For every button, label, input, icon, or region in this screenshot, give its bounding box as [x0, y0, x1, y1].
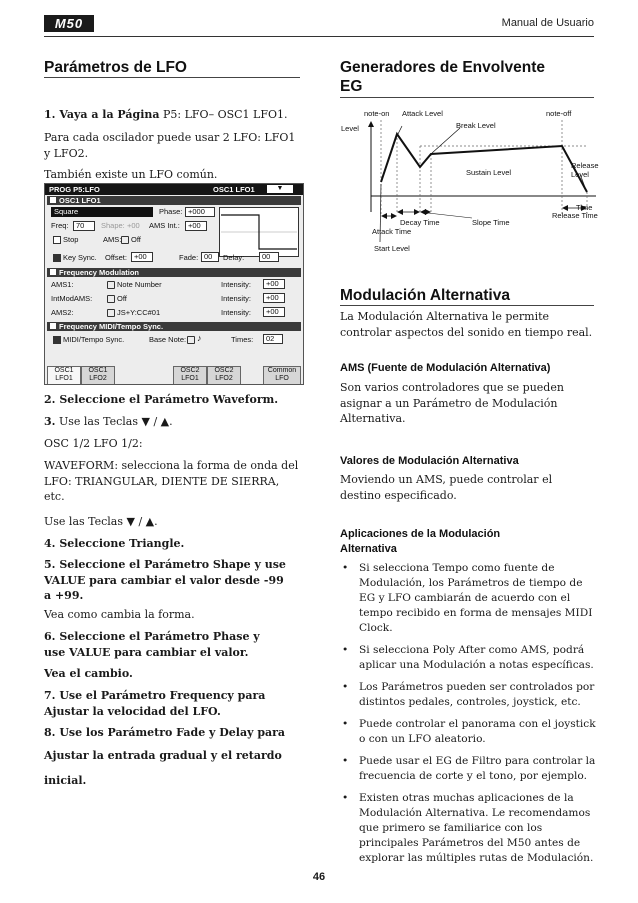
step-6: 6. Seleccione el Parámetro Phase y use VALUE para cambiar el valor.	[44, 630, 260, 659]
ams2-label: AMS2:	[51, 308, 74, 317]
tab-osc2-lfo1[interactable]: OSC2 LFO1	[173, 366, 207, 385]
screen-title: PROG P5:LFO	[49, 185, 100, 194]
intmod-source-icon	[107, 295, 115, 303]
offset-value[interactable]: +00	[131, 252, 153, 262]
lfo-heading: Parámetros de LFO	[44, 59, 187, 76]
key-sync-label: Key Sync.	[63, 253, 97, 262]
base-note-icon	[187, 336, 195, 344]
offset-label: Offset:	[105, 253, 127, 262]
values-paragraph: Moviendo un AMS, puede controlar el destino especificado.	[340, 473, 553, 502]
envelope-curve	[381, 134, 587, 192]
ams-paragraph: Son varios controladores que se pueden asignar a un Parámetro de Modulación Alternativa.	[340, 381, 564, 425]
eg-heading-rule	[340, 97, 594, 98]
mod-alt-heading: Modulación Alternativa	[340, 287, 510, 304]
intmod-ams-label: IntModAMS:	[51, 294, 93, 303]
midi-tempo-icon	[50, 323, 56, 329]
attack-level-label: Attack Level	[402, 109, 443, 118]
tab-osc2-lfo2[interactable]: OSC2 LFO2	[207, 366, 241, 385]
list-item: • Existen otras muchas aplicaciones de la Modulación Alternativa. Le recomendamos que primero se familiarice con los principales Parámetros del M50 antes de explorar las múltiples rutas de Modulación.	[340, 791, 598, 866]
release-time-label: Release Time	[552, 211, 598, 220]
ams2-source-icon	[107, 309, 115, 317]
freq-value[interactable]: 70	[73, 221, 95, 231]
screen-title-bar	[45, 184, 303, 195]
step-8-line-2: Ajustar la entrada gradual y el retardo	[44, 749, 282, 762]
release-level-label-1: Release	[571, 161, 599, 170]
sustain-level-label: Sustain Level	[466, 168, 512, 177]
waveform-description: WAVEFORM: selecciona la forma de onda del LFO: TRIANGULAR, DIENTE DE SIERRA, etc.	[44, 459, 299, 503]
applications-list	[340, 561, 598, 873]
page-number: 46	[312, 871, 326, 883]
midi-sync-label: MIDI/Tempo Sync.	[63, 335, 125, 344]
intensity-3-value[interactable]: +00	[263, 307, 285, 317]
header-rule	[44, 36, 594, 37]
base-note-label: Base Note:	[149, 335, 187, 344]
header-title: Manual de Usuario	[501, 17, 594, 29]
key-sync-checkbox[interactable]	[53, 254, 61, 262]
freq-mod-bar: Frequency Modulation	[47, 268, 301, 277]
ams2-value[interactable]: JS+Y:CC#01	[117, 308, 161, 317]
break-level-label: Break Level	[456, 121, 496, 130]
ams-int-value[interactable]: +00	[185, 221, 207, 231]
osc-lfo-line: OSC 1/2 LFO 1/2:	[44, 437, 143, 450]
intensity-2-label: Intensity:	[221, 294, 252, 303]
time-label: Time	[576, 203, 593, 212]
attack-level-leader	[398, 126, 402, 134]
envelope-diagram	[338, 104, 600, 260]
step-5: 5. Seleccione el Parámetro Shape y use VALUE para cambiar el valor desde -99 a +99.	[44, 558, 286, 602]
midi-sync-checkbox[interactable]	[53, 336, 61, 344]
m50-logo: M50	[44, 15, 94, 32]
stop-label: Stop	[63, 235, 79, 244]
tab-osc1-lfo1[interactable]: OSC1 LFO1	[47, 366, 81, 385]
slope-time-label: Slope Time	[472, 218, 510, 227]
release-level-label-2: Level	[571, 170, 589, 179]
step-1: 1. Vaya a la Página P5: LFO– OSC1 LFO1.	[44, 108, 288, 121]
see-shape-line: Vea como cambia la forma.	[44, 608, 195, 621]
attack-time-label: Attack Time	[372, 227, 412, 236]
times-value[interactable]: 02	[263, 334, 283, 344]
step-2: 2. Seleccione el Parámetro Waveform.	[44, 393, 279, 406]
freq-mod-icon	[50, 269, 56, 275]
note-on-label: note-on	[364, 109, 390, 118]
level-label: Level	[341, 124, 359, 133]
tab-common-lfo[interactable]: Common LFO	[263, 366, 301, 385]
ams-label: AMS:	[103, 235, 122, 244]
step-8-line-3: inicial.	[44, 774, 87, 787]
list-item: • Puede controlar el panorama con el joystick o con un LFO aleatorio.	[340, 717, 598, 747]
start-level-label: Start Level	[374, 244, 410, 253]
ams1-label: AMS1:	[51, 280, 74, 289]
midi-tempo-bar: Frequency MIDI/Tempo Sync.	[47, 322, 301, 331]
step-4: 4. Seleccione Triangle.	[44, 537, 185, 550]
ams1-source-icon	[107, 281, 115, 289]
shape-value[interactable]: +00	[127, 221, 140, 230]
osc1-lfo1-checkbox[interactable]	[50, 197, 56, 203]
break-level-leader	[432, 128, 460, 153]
decay-time-label: Decay Time	[400, 218, 440, 227]
fade-value[interactable]: 00	[201, 252, 219, 262]
list-item: • Los Parámetros pueden ser controlados por distintos pedales, controles, joystick, etc.	[340, 680, 598, 710]
delay-label: Delay:	[223, 253, 245, 262]
lfo-heading-rule	[44, 77, 300, 78]
mod-alt-paragraph: La Modulación Alternativa le permite controlar aspectos del sonido en tiempo real.	[340, 310, 593, 339]
list-item: • Puede usar el EG de Filtro para controlar la frecuencia de corte y el tono, por ejemplo.	[340, 754, 598, 784]
intensity-3-label: Intensity:	[221, 308, 252, 317]
para-common-lfo: También existe un LFO común.	[44, 168, 218, 181]
freq-label: Freq:	[51, 221, 69, 230]
stop-checkbox[interactable]	[53, 236, 61, 244]
screen-page-name: OSC1 LFO1	[213, 185, 255, 194]
intmod-ams-value[interactable]: Off	[117, 294, 127, 303]
ams-int-label: AMS Int.:	[149, 221, 180, 230]
phase-value[interactable]: +000	[185, 207, 215, 217]
fade-label: Fade:	[179, 253, 199, 262]
dotted-guides	[381, 120, 588, 214]
use-keys-line: Use las Teclas ▼ / ▲.	[44, 515, 158, 528]
note-off-label: note-off	[546, 109, 572, 118]
para-two-lfo: Para cada oscilador puede usar 2 LFO: LFO1 y LFO2.	[44, 131, 296, 160]
phase-label: Phase:	[159, 207, 183, 216]
ams-source-icon	[121, 236, 129, 244]
step-3: 3. Use las Teclas ▼ / ▲.	[44, 415, 173, 428]
page-menu-button[interactable]: ▼	[267, 185, 293, 193]
applications-heading: Aplicaciones de la Modulación Alternativa	[340, 528, 501, 555]
list-item: • Si selecciona Tempo como fuente de Modulación, los Parámetros de tiempo de EG y LFO cambiarán de acuerdo con el tempo recibido en forma de mensajes MIDI Clock.	[340, 561, 598, 636]
step-7: 7. Use el Parámetro Frequency para Ajustar la velocidad del LFO.	[44, 689, 266, 718]
shape-label: Shape:	[101, 221, 125, 230]
synth-lfo-screen	[44, 183, 304, 385]
tab-osc1-lfo2[interactable]: OSC1 LFO2	[81, 366, 115, 385]
intensity-1-label: Intensity:	[221, 280, 252, 289]
osc1-lfo1-bar: OSC1 LFO1	[47, 196, 301, 205]
waveform-select[interactable]: Square	[51, 207, 153, 217]
list-item: • Si selecciona Poly After como AMS, podrá aplicar una Modulación a notas específicas.	[340, 643, 598, 673]
mod-alt-heading-rule	[340, 305, 594, 306]
intensity-1-value[interactable]: +00	[263, 279, 285, 289]
intensity-2-value[interactable]: +00	[263, 293, 285, 303]
eighth-note-icon[interactable]: ♪	[197, 333, 202, 343]
waveform-preview	[219, 207, 299, 257]
delay-value[interactable]: 00	[259, 252, 279, 262]
step-8-line-1: 8. Use los Parámetro Fade y Delay para	[44, 726, 286, 739]
values-heading: Valores de Modulación Alternativa	[340, 455, 519, 467]
eg-heading: Generadores de Envolvente EG	[340, 59, 546, 95]
ams-heading: AMS (Fuente de Modulación Alternativa)	[340, 362, 551, 374]
ams1-value[interactable]: Note Number	[117, 280, 162, 289]
see-change-line: Vea el cambio.	[44, 667, 133, 680]
ams-value[interactable]: Off	[131, 235, 141, 244]
times-label: Times:	[231, 335, 254, 344]
